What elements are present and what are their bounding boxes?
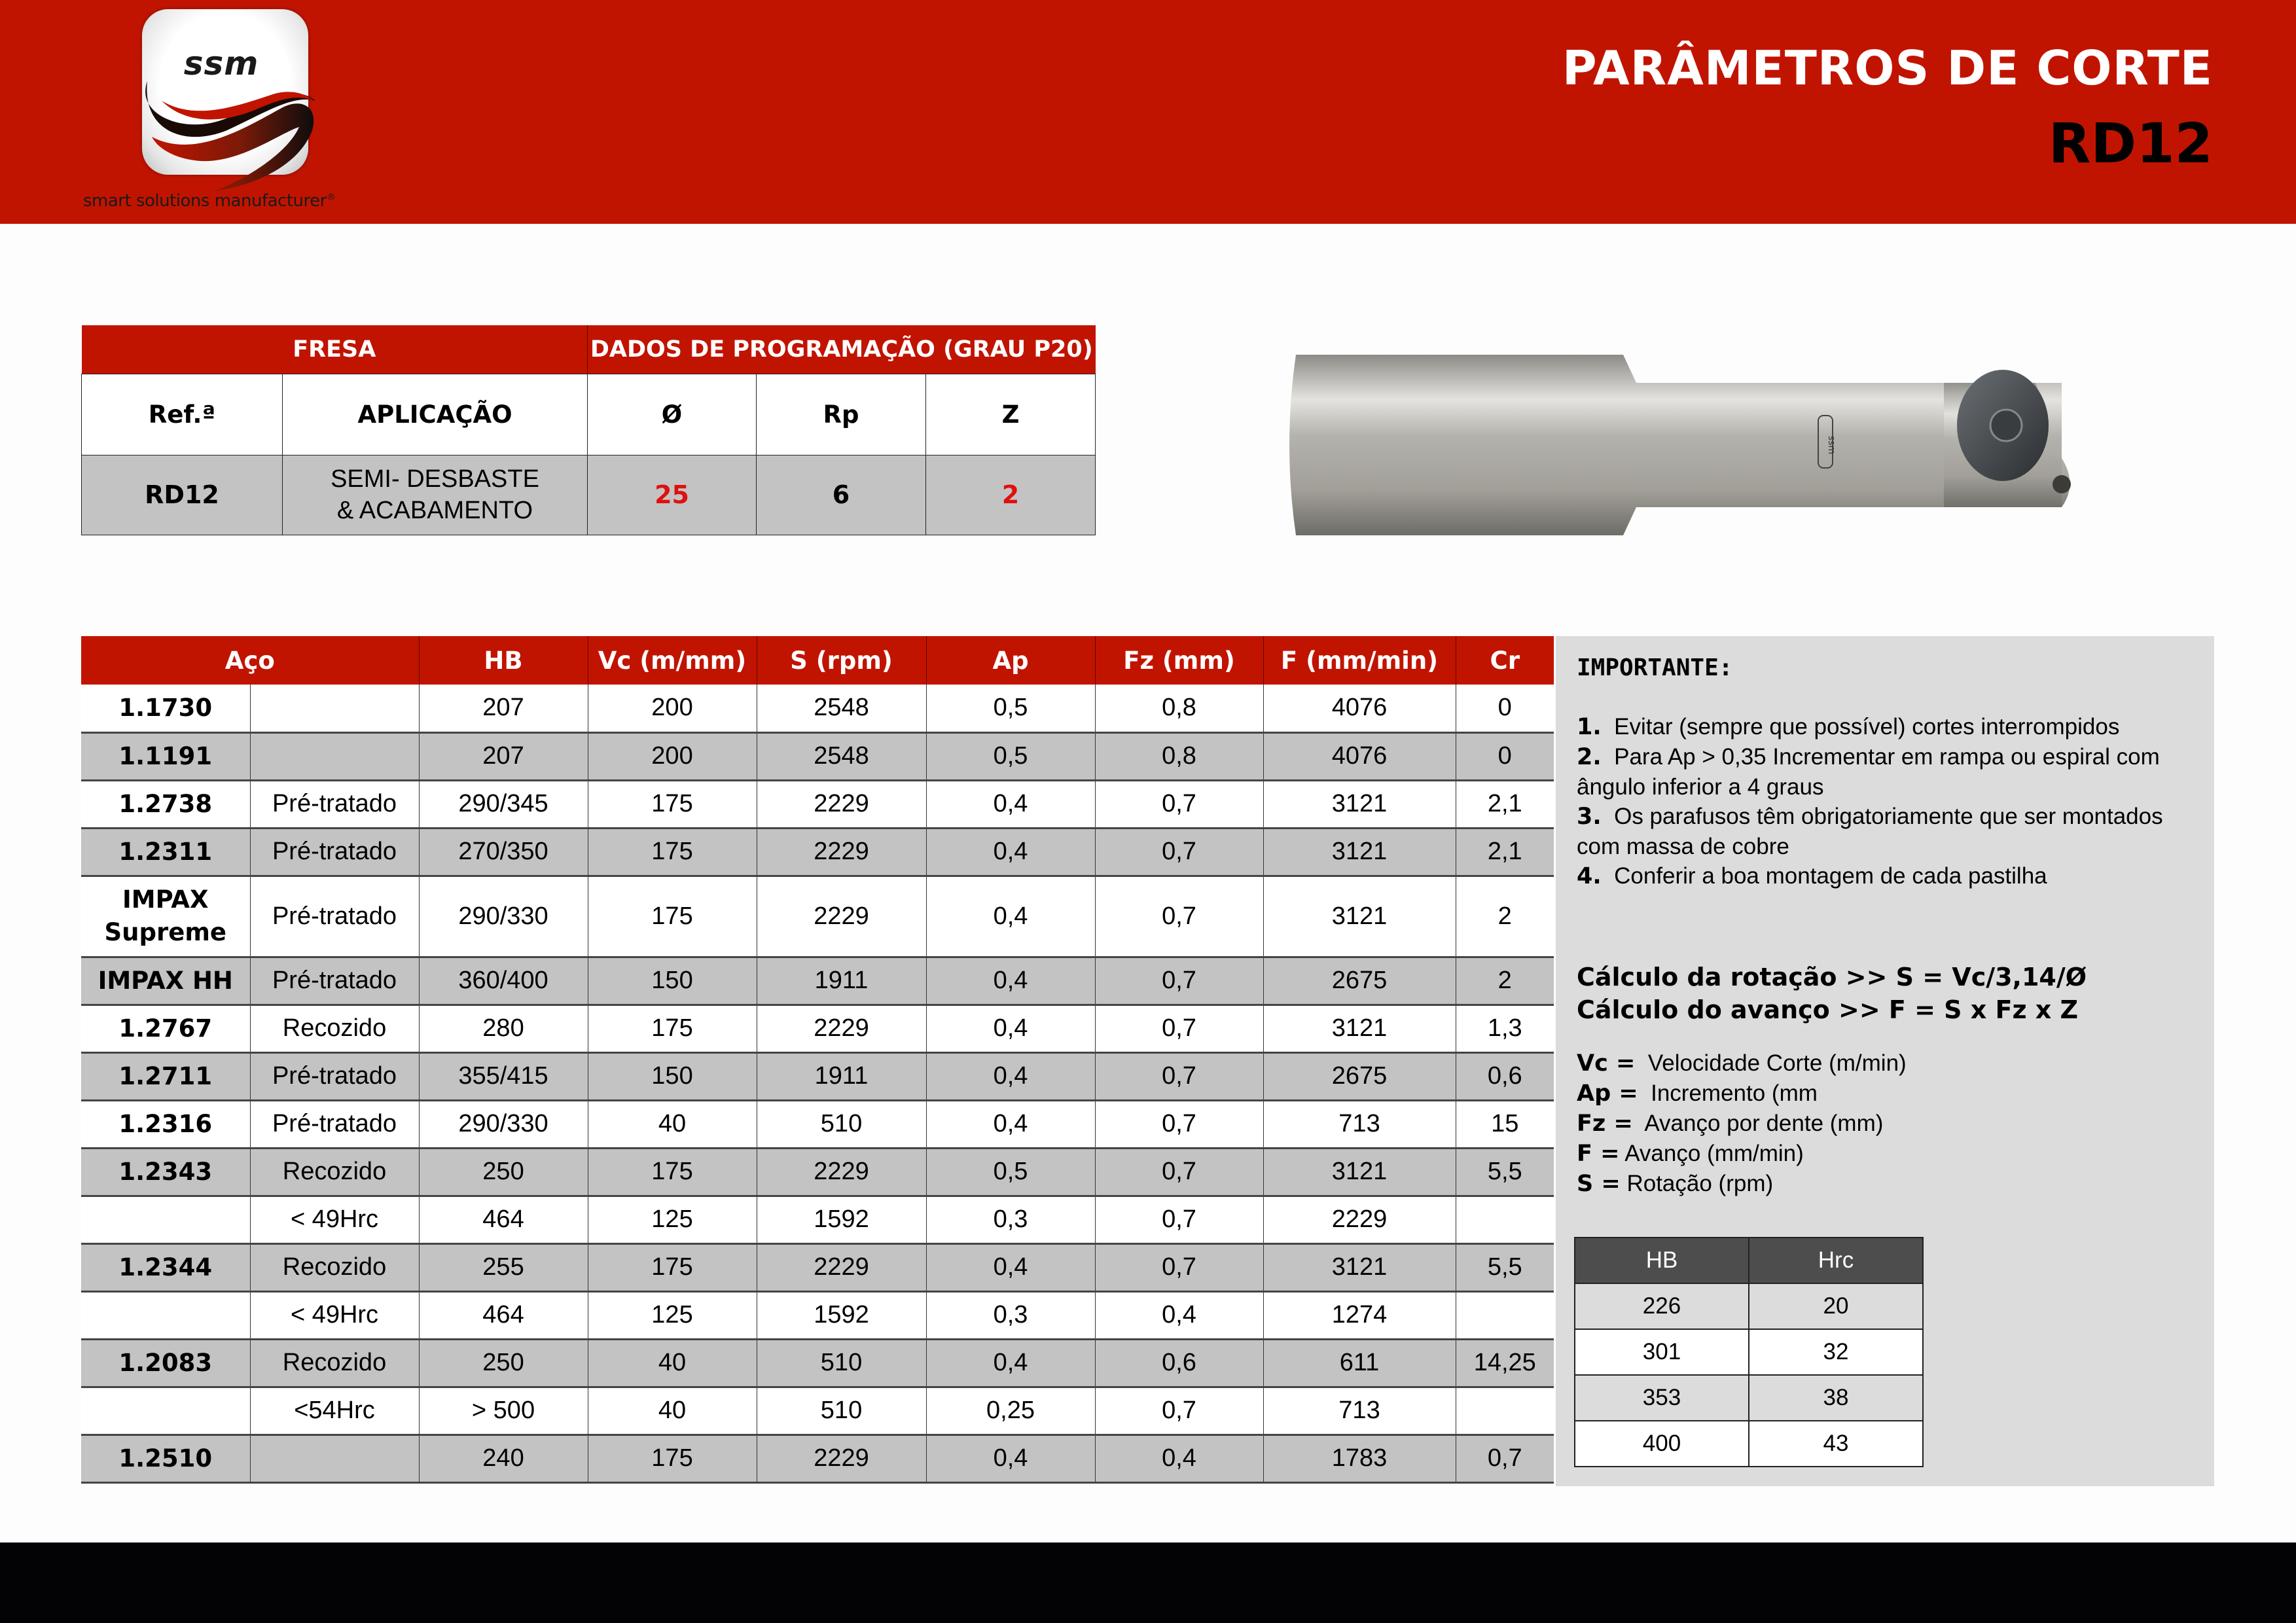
footer-bar	[0, 1543, 2296, 1623]
hb-cell: 360/400	[419, 957, 588, 1005]
ap-cell: 0,4	[926, 876, 1095, 957]
ap-cell: 0,4	[926, 1243, 1095, 1291]
legend-meaning: Incremento (mm	[1651, 1080, 1818, 1106]
ap-cell: 0,4	[926, 780, 1095, 828]
conv-hrc: 32	[1749, 1329, 1923, 1375]
treatment-cell: < 49Hrc	[250, 1196, 419, 1243]
steel-cell	[81, 1196, 250, 1243]
vc-cell: 150	[588, 1052, 757, 1100]
note-item	[1577, 861, 2205, 891]
col-header-fz: Fz (mm)	[1095, 636, 1263, 685]
fz-cell: 0,7	[1095, 828, 1263, 876]
fz-cell: 0,7	[1095, 957, 1263, 1005]
conv-col-hb: HB	[1575, 1238, 1749, 1283]
s-cell: 2229	[757, 780, 926, 828]
vc-cell: 40	[588, 1100, 757, 1148]
group-header-dados: DADOS DE PROGRAMAÇÃO (GRAU P20)	[588, 325, 1096, 374]
formula-feed: Cálculo do avanço >> F = S x Fz x Z	[1577, 995, 2079, 1024]
ap-cell: 0,4	[926, 828, 1095, 876]
hb-cell: 207	[419, 732, 588, 780]
application-line-2: & ACABAMENTO	[336, 497, 533, 524]
legend-item	[1577, 1109, 1907, 1139]
conv-row	[1575, 1283, 1923, 1329]
swoosh-logo-icon	[122, 9, 332, 192]
treatment-cell: Recozido	[250, 1339, 419, 1387]
f-cell: 3121	[1263, 780, 1456, 828]
treatment-cell: Pré-tratado	[250, 780, 419, 828]
note-item	[1577, 802, 2205, 861]
conv-hb: 226	[1575, 1283, 1749, 1329]
steel-name-line: IMPAX	[122, 885, 209, 914]
treatment-cell: Pré-tratado	[250, 1100, 419, 1148]
f-cell: 3121	[1263, 828, 1456, 876]
legend-symbol: Ap =	[1577, 1080, 1638, 1107]
fz-cell: 0,8	[1095, 685, 1263, 732]
vc-cell: 200	[588, 685, 757, 732]
steel-cell: 1.2343	[81, 1148, 250, 1196]
col-header-ap: Ap	[926, 636, 1095, 685]
vc-cell: 125	[588, 1291, 757, 1339]
legend-symbol: F =	[1577, 1141, 1620, 1167]
ap-cell: 0,5	[926, 1148, 1095, 1196]
ap-cell: 0,25	[926, 1387, 1095, 1435]
fz-cell: 0,6	[1095, 1339, 1263, 1387]
treatment-cell: <54Hrc	[250, 1387, 419, 1435]
steel-cell	[81, 1387, 250, 1435]
treatment-cell: Pré-tratado	[250, 1052, 419, 1100]
f-cell: 1274	[1263, 1291, 1456, 1339]
tool-engraving: ssm	[1826, 435, 1837, 455]
s-cell: 2229	[757, 1005, 926, 1052]
hb-cell: 255	[419, 1243, 588, 1291]
vc-cell: 175	[588, 1005, 757, 1052]
f-cell: 713	[1263, 1100, 1456, 1148]
table-row	[81, 1196, 1554, 1243]
ap-cell: 0,4	[926, 1435, 1095, 1482]
table-row	[81, 732, 1554, 780]
ap-cell: 0,3	[926, 1291, 1095, 1339]
hb-cell: 290/330	[419, 876, 588, 957]
legend-meaning: Avanço por dente (mm)	[1644, 1111, 1884, 1136]
note-number: 3.	[1577, 804, 1602, 830]
f-cell: 1783	[1263, 1435, 1456, 1482]
note-text: Conferir a boa montagem de cada pastilha	[1614, 863, 2047, 889]
table-row	[81, 1435, 1554, 1482]
s-cell: 1911	[757, 1052, 926, 1100]
s-cell: 2548	[757, 685, 926, 732]
cr-cell: 2	[1456, 876, 1554, 957]
hb-cell: > 500	[419, 1387, 588, 1435]
cr-cell: 15	[1456, 1100, 1554, 1148]
conv-hb: 400	[1575, 1421, 1749, 1467]
steel-cell: 1.2510	[81, 1435, 250, 1482]
ssm-logo	[142, 9, 308, 175]
note-number: 1.	[1577, 714, 1602, 740]
conv-row	[1575, 1329, 1923, 1375]
symbol-legend	[1577, 1048, 1907, 1199]
page-title: PARÂMETROS DE CORTE	[1562, 41, 2213, 96]
legend-symbol: Fz =	[1577, 1111, 1633, 1137]
note-item	[1577, 712, 2205, 742]
ap-cell: 0,5	[926, 732, 1095, 780]
important-panel	[1556, 636, 2214, 1486]
vc-cell: 40	[588, 1387, 757, 1435]
legend-symbol: Vc =	[1577, 1050, 1636, 1077]
cr-cell: 2,1	[1456, 780, 1554, 828]
fz-cell: 0,7	[1095, 1387, 1263, 1435]
cutting-parameters-table	[81, 636, 1554, 1484]
treatment-cell: Pré-tratado	[250, 957, 419, 1005]
s-cell: 2229	[757, 1243, 926, 1291]
fz-cell: 0,7	[1095, 1196, 1263, 1243]
s-cell: 1592	[757, 1291, 926, 1339]
ap-cell: 0,4	[926, 1339, 1095, 1387]
cr-cell: 5,5	[1456, 1148, 1554, 1196]
cr-cell: 5,5	[1456, 1243, 1554, 1291]
steel-cell: IMPAX HH	[81, 957, 250, 1005]
cr-cell: 14,25	[1456, 1339, 1554, 1387]
page-subtitle: RD12	[2048, 111, 2213, 175]
table-row	[81, 1148, 1554, 1196]
group-header-fresa: FRESA	[82, 325, 588, 374]
rp-value: 6	[757, 455, 926, 535]
conv-hb: 301	[1575, 1329, 1749, 1375]
treatment-cell	[250, 732, 419, 780]
hb-cell: 290/345	[419, 780, 588, 828]
table-row	[81, 828, 1554, 876]
steel-cell: 1.1191	[81, 732, 250, 780]
col-header-vc: Vc (m/mm)	[588, 636, 757, 685]
f-cell: 3121	[1263, 1148, 1456, 1196]
table-row	[81, 1291, 1554, 1339]
vc-cell: 175	[588, 1148, 757, 1196]
cr-cell: 1,3	[1456, 1005, 1554, 1052]
application-value	[283, 455, 588, 535]
col-header-hb: HB	[419, 636, 588, 685]
s-cell: 2229	[757, 828, 926, 876]
cr-cell: 0,6	[1456, 1052, 1554, 1100]
treatment-cell: Recozido	[250, 1243, 419, 1291]
legend-meaning: Avanço (mm/min)	[1624, 1141, 1804, 1166]
legend-symbol: S =	[1577, 1171, 1621, 1197]
f-cell: 4076	[1263, 685, 1456, 732]
s-cell: 1911	[757, 957, 926, 1005]
legend-meaning: Rotação (rpm)	[1626, 1171, 1774, 1196]
legend-item	[1577, 1079, 1907, 1109]
treatment-cell: Recozido	[250, 1148, 419, 1196]
fz-cell: 0,7	[1095, 1243, 1263, 1291]
col-header-cr: Cr	[1456, 636, 1554, 685]
header-banner	[0, 0, 2296, 224]
f-cell: 3121	[1263, 1243, 1456, 1291]
s-cell: 510	[757, 1339, 926, 1387]
f-cell: 713	[1263, 1387, 1456, 1435]
brand-name: ssm	[183, 45, 259, 82]
cr-cell: 0	[1456, 685, 1554, 732]
ap-cell: 0,5	[926, 685, 1095, 732]
f-cell: 3121	[1263, 1005, 1456, 1052]
table-row	[81, 957, 1554, 1005]
fz-cell: 0,7	[1095, 1148, 1263, 1196]
fz-cell: 0,4	[1095, 1435, 1263, 1482]
conv-hrc: 38	[1749, 1375, 1923, 1421]
table-row	[81, 780, 1554, 828]
s-cell: 2229	[757, 1148, 926, 1196]
vc-cell: 125	[588, 1196, 757, 1243]
registered-mark: ®	[326, 192, 336, 203]
hb-cell: 207	[419, 685, 588, 732]
col-header-z: Z	[926, 374, 1096, 455]
legend-item	[1577, 1048, 1907, 1079]
col-header-diameter: Ø	[588, 374, 757, 455]
vc-cell: 200	[588, 732, 757, 780]
conv-hrc: 20	[1749, 1283, 1923, 1329]
treatment-cell: Pré-tratado	[250, 828, 419, 876]
conv-hb: 353	[1575, 1375, 1749, 1421]
conv-hrc: 43	[1749, 1421, 1923, 1467]
ap-cell: 0,4	[926, 957, 1095, 1005]
vc-cell: 150	[588, 957, 757, 1005]
cr-cell	[1456, 1291, 1554, 1339]
s-cell: 2229	[757, 1435, 926, 1482]
s-cell: 510	[757, 1387, 926, 1435]
cr-cell	[1456, 1196, 1554, 1243]
vc-cell: 175	[588, 780, 757, 828]
hb-cell: 240	[419, 1435, 588, 1482]
col-header-rp: Rp	[757, 374, 926, 455]
treatment-cell: Pré-tratado	[250, 876, 419, 957]
milling-cutter-icon	[1283, 347, 2108, 543]
note-text: Para Ap > 0,35 Incrementar em rampa ou espiral com ângulo inferior a 4 graus	[1577, 744, 2160, 800]
fz-cell: 0,8	[1095, 732, 1263, 780]
hb-cell: 270/350	[419, 828, 588, 876]
col-header-aplicacao: APLICAÇÃO	[283, 374, 588, 455]
steel-cell: 1.1730	[81, 685, 250, 732]
formula-rotation: Cálculo da rotação >> S = Vc/3,14/Ø	[1577, 963, 2087, 991]
hb-cell: 280	[419, 1005, 588, 1052]
steel-cell: 1.2311	[81, 828, 250, 876]
col-header-ref: Ref.ª	[82, 374, 283, 455]
hb-cell: 464	[419, 1196, 588, 1243]
f-cell: 2229	[1263, 1196, 1456, 1243]
steel-cell: 1.2767	[81, 1005, 250, 1052]
hb-cell: 250	[419, 1339, 588, 1387]
vc-cell: 40	[588, 1339, 757, 1387]
hb-cell: 464	[419, 1291, 588, 1339]
table-row	[81, 1243, 1554, 1291]
fresa-column-header-row	[82, 374, 1096, 455]
steel-cell: 1.2711	[81, 1052, 250, 1100]
col-header-s: S (rpm)	[757, 636, 926, 685]
cr-cell: 0	[1456, 732, 1554, 780]
vc-cell: 175	[588, 876, 757, 957]
note-number: 4.	[1577, 863, 1602, 889]
note-text: Os parafusos têm obrigatoriamente que ser montados com massa de cobre	[1577, 804, 2163, 859]
f-cell: 2675	[1263, 957, 1456, 1005]
steel-cell	[81, 1291, 250, 1339]
s-cell: 510	[757, 1100, 926, 1148]
f-cell: 2675	[1263, 1052, 1456, 1100]
conv-row	[1575, 1421, 1923, 1467]
vc-cell: 175	[588, 828, 757, 876]
table-row	[81, 1100, 1554, 1148]
table-row	[81, 1339, 1554, 1387]
fresa-value-row	[82, 455, 1096, 535]
hb-cell: 290/330	[419, 1100, 588, 1148]
cr-cell: 2,1	[1456, 828, 1554, 876]
legend-meaning: Velocidade Corte (m/min)	[1647, 1050, 1907, 1076]
vc-cell: 175	[588, 1435, 757, 1482]
hb-cell: 250	[419, 1148, 588, 1196]
conv-row	[1575, 1375, 1923, 1421]
hb-cell: 355/415	[419, 1052, 588, 1100]
cr-cell: 0,7	[1456, 1435, 1554, 1482]
ap-cell: 0,4	[926, 1100, 1095, 1148]
cr-cell	[1456, 1387, 1554, 1435]
treatment-cell: Recozido	[250, 1005, 419, 1052]
fresa-group-header-row	[82, 325, 1096, 374]
steel-cell: 1.2316	[81, 1100, 250, 1148]
col-header-f: F (mm/min)	[1263, 636, 1456, 685]
fz-cell: 0,7	[1095, 876, 1263, 957]
treatment-cell: < 49Hrc	[250, 1291, 419, 1339]
ref-value: RD12	[82, 455, 283, 535]
ap-cell: 0,4	[926, 1005, 1095, 1052]
cr-cell: 2	[1456, 957, 1554, 1005]
note-text: Evitar (sempre que possível) cortes interrompidos	[1614, 714, 2120, 740]
conv-header-row	[1575, 1238, 1923, 1283]
important-notes	[1577, 712, 2205, 891]
table-row	[81, 685, 1554, 732]
formulas	[1577, 961, 2087, 1026]
steel-cell: 1.2344	[81, 1243, 250, 1291]
col-header-aco: Aço	[81, 636, 419, 685]
f-cell: 4076	[1263, 732, 1456, 780]
s-cell: 2548	[757, 732, 926, 780]
legend-item	[1577, 1169, 1907, 1199]
fz-cell: 0,7	[1095, 780, 1263, 828]
tagline-text: smart solutions manufacturer	[83, 191, 327, 211]
fz-cell: 0,7	[1095, 1005, 1263, 1052]
f-cell: 611	[1263, 1339, 1456, 1387]
steel-cell	[81, 876, 250, 957]
steel-cell: 1.2083	[81, 1339, 250, 1387]
note-item	[1577, 742, 2205, 802]
fz-cell: 0,4	[1095, 1291, 1263, 1339]
ap-cell: 0,4	[926, 1052, 1095, 1100]
s-cell: 2229	[757, 876, 926, 957]
important-title: IMPORTANTE:	[1577, 654, 1733, 681]
treatment-cell	[250, 1435, 419, 1482]
steel-cell: 1.2738	[81, 780, 250, 828]
fz-cell: 0,7	[1095, 1100, 1263, 1148]
fresa-table	[81, 325, 1096, 535]
steel-name-line: Supreme	[104, 918, 226, 946]
table-header-row	[81, 636, 1554, 685]
table-row	[81, 1052, 1554, 1100]
conv-col-hrc: Hrc	[1749, 1238, 1923, 1283]
brand-tagline	[83, 191, 335, 211]
table-row	[81, 1387, 1554, 1435]
fz-cell: 0,7	[1095, 1052, 1263, 1100]
hb-hrc-conversion-table	[1574, 1237, 1924, 1467]
vc-cell: 175	[588, 1243, 757, 1291]
table-row	[81, 1005, 1554, 1052]
ap-cell: 0,3	[926, 1196, 1095, 1243]
legend-item	[1577, 1139, 1907, 1169]
f-cell: 3121	[1263, 876, 1456, 957]
z-value: 2	[926, 455, 1096, 535]
s-cell: 1592	[757, 1196, 926, 1243]
note-number: 2.	[1577, 744, 1602, 770]
application-line-1: SEMI- DESBASTE	[331, 465, 539, 493]
treatment-cell	[250, 685, 419, 732]
tool-image	[1283, 347, 2108, 543]
table-row	[81, 876, 1554, 957]
table-body	[81, 685, 1554, 1482]
diameter-value: 25	[588, 455, 757, 535]
